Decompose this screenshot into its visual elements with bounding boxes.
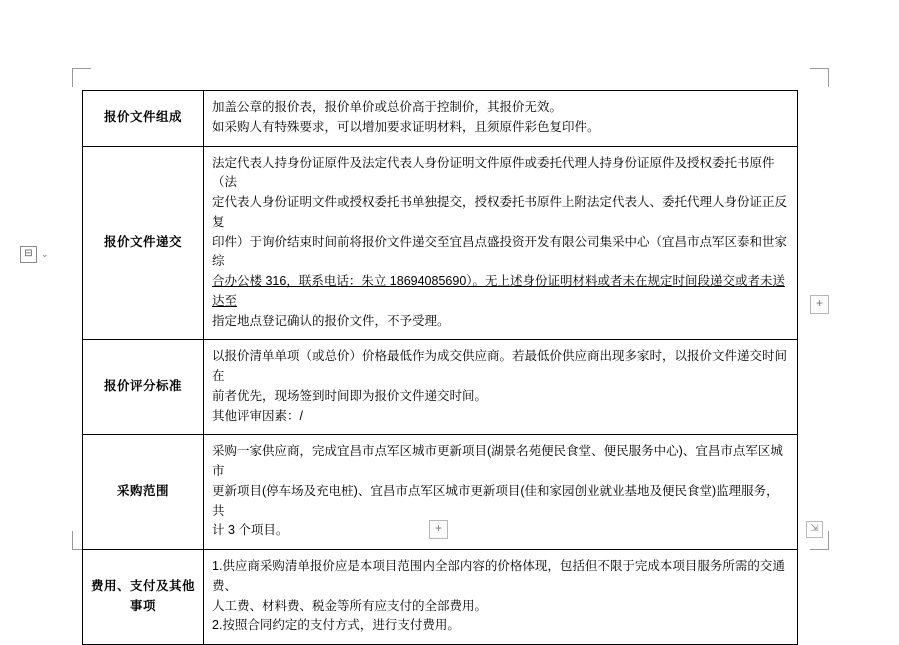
chevron-down-icon[interactable]: ⌄ bbox=[41, 249, 49, 259]
row-text-line: 更新项目(停车场及充电桩)、宜昌市点军区城市更新项目(佳和家园创业就业基地及便民食堂)监理服务，共 bbox=[212, 483, 779, 518]
table-row bbox=[83, 550, 798, 645]
row-label: 采购范围 bbox=[83, 435, 204, 550]
row-label: 报价文件递交 bbox=[83, 146, 204, 340]
row-text-line: 计 3 个项目。 bbox=[212, 523, 289, 538]
paragraph-collapse-control[interactable] bbox=[20, 246, 49, 263]
row-text-line: 印件）于询价结束时间前将报价文件递交至宜昌点盛投资开发有限公司集采中心（宜昌市点军区泰和世家综 bbox=[212, 234, 788, 269]
insert-column-button[interactable]: + bbox=[810, 295, 829, 314]
row-text-line: 以报价清单单项（或总价）价格最低作为成交供应商。若最低价供应商出现多家时，以报价文件递交时间在 bbox=[212, 349, 788, 383]
row-content bbox=[204, 550, 798, 645]
row-text-line: 指定地点登记确认的报价文件，不予受理。 bbox=[212, 313, 450, 328]
row-content bbox=[204, 91, 798, 147]
row-text-line: 其他评审因素：/ bbox=[212, 408, 303, 423]
row-content bbox=[204, 146, 798, 340]
row-text-line: 定代表人身份证明文件或授权委托书单独提交，授权委托书原件上附法定代表人、委托代理人身份证正反复 bbox=[212, 195, 788, 229]
row-text-line: 1.供应商采购清单报价应是本项目范围内全部内容的价格体现，包括但不限于完成本项目服务所需的交通费、 bbox=[212, 559, 785, 593]
page-corner-mark-top-right bbox=[810, 68, 829, 87]
row-text-line: 加盖公章的报价表，报价单价或总价高于控制价，其报价无效。 bbox=[212, 100, 563, 114]
insert-row-button[interactable]: + bbox=[429, 520, 448, 539]
row-text-line: 采购一家供应商，完成宜昌市点军区城市更新项目(湖景名苑便民食堂、便民服务中心)、宜昌市点军区城市 bbox=[212, 444, 783, 478]
table-row bbox=[83, 146, 798, 340]
row-text-line: 2.按照合同约定的支付方式，进行支付费用。 bbox=[212, 618, 460, 633]
page-corner-mark-top-left bbox=[72, 68, 91, 87]
row-content bbox=[204, 435, 798, 550]
paragraph-mark-icon[interactable]: ⊟ bbox=[20, 246, 37, 263]
table-row bbox=[83, 340, 798, 435]
table-row bbox=[83, 91, 798, 147]
row-content bbox=[204, 340, 798, 435]
row-text-line: 前者优先，现场签到时间即为报价文件递交时间。 bbox=[212, 388, 488, 403]
row-text-line: 法定代表人持身份证原件及法定代表人身份证明文件原件或委托代理人持身份证原件及授权委托书原件（法 bbox=[212, 155, 775, 190]
row-label: 报价文件组成 bbox=[83, 91, 204, 147]
row-text-line: 如采购人有特殊要求，可以增加要求证明材料，且须原件彩色复印件。 bbox=[212, 119, 600, 134]
row-text-line-underlined: 合办公楼 316，联系电话：朱立 18694085690）。无上述身份证明材料或者未在规定时间段递交或者未送达至 bbox=[212, 274, 786, 308]
row-label: 报价评分标准 bbox=[83, 340, 204, 435]
row-text-line: 人工费、材料费、税金等所有应支付的全部费用。 bbox=[212, 598, 488, 613]
row-label: 费用、支付及其他事项 bbox=[83, 550, 204, 645]
requirements-table bbox=[82, 90, 798, 645]
table-resize-handle[interactable]: ⇲ bbox=[806, 521, 823, 538]
